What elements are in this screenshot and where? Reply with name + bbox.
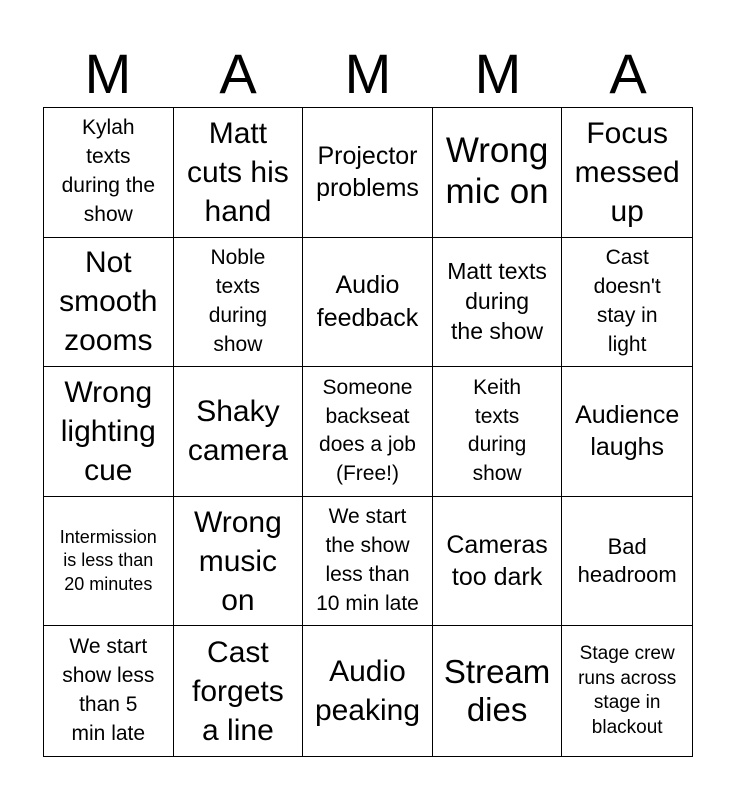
cell-label: Wrong lighting cue — [60, 375, 156, 487]
bingo-cell-r4-c3[interactable] — [303, 497, 433, 627]
cell-label: Cameras too dark — [446, 530, 548, 592]
cell-label: Matt cuts his hand — [187, 116, 289, 228]
cell-label: Cast doesn't stay in light — [593, 245, 661, 356]
bingo-cell-r1-c2[interactable] — [174, 108, 304, 238]
cell-label: Someone backseat does a job (Free!) — [319, 375, 416, 486]
bingo-cell-r1-c1[interactable] — [44, 108, 174, 238]
cell-label: Stage crew runs across stage in blackout — [578, 642, 677, 738]
cell-label: We start show less than 5 min late — [62, 635, 155, 746]
bingo-cell-r5-c3[interactable] — [303, 626, 433, 756]
bingo-cell-r5-c5[interactable] — [562, 626, 692, 756]
bingo-cell-r4-c5[interactable] — [562, 497, 692, 627]
cell-label: We start the show less than 10 min late — [316, 505, 419, 616]
cell-label: Cast forgets a line — [192, 635, 284, 747]
cell-label: Projector problems — [316, 141, 419, 203]
bingo-cell-r4-c2[interactable] — [174, 497, 304, 627]
bingo-cell-r4-c1[interactable] — [44, 497, 174, 627]
cell-label: Wrong mic on — [445, 131, 549, 212]
bingo-header — [43, 40, 693, 108]
cell-label: Intermission is less than 20 minutes — [59, 527, 157, 594]
bingo-cell-r2-c3[interactable] — [303, 238, 433, 368]
bingo-cell-r2-c2[interactable] — [174, 238, 304, 368]
header-letter-2: A — [219, 42, 257, 105]
bingo-cell-r2-c4[interactable] — [433, 238, 563, 368]
header-letter-4: M — [474, 42, 522, 105]
cell-label: Stream dies — [443, 652, 551, 729]
header-letter-1: M — [84, 42, 132, 105]
bingo-board — [43, 107, 693, 757]
cell-label: Keith texts during show — [467, 375, 527, 486]
bingo-cell-r3-c2[interactable] — [174, 367, 304, 497]
cell-label: Audio peaking — [314, 655, 421, 728]
bingo-cell-r3-c4[interactable] — [433, 367, 563, 497]
bingo-cell-r1-c5[interactable] — [562, 108, 692, 238]
bingo-cell-r1-c3[interactable] — [303, 108, 433, 238]
cell-label: Kylah texts during the show — [61, 116, 155, 227]
cell-label: Wrong music on — [193, 505, 282, 617]
bingo-cell-r5-c4[interactable] — [433, 626, 563, 756]
cell-label: Matt texts during the show — [447, 258, 547, 344]
bingo-cell-r3-c5[interactable] — [562, 367, 692, 497]
cell-label: Not smooth zooms — [59, 246, 158, 358]
cell-label: Shaky camera — [187, 395, 288, 468]
cell-label: Audio feedback — [316, 271, 419, 332]
bingo-cell-r4-c4[interactable] — [433, 497, 563, 627]
bingo-cell-r2-c5[interactable] — [562, 238, 692, 368]
cell-label: Noble texts during show — [208, 245, 268, 356]
cell-label: Audience laughs — [575, 400, 680, 462]
bingo-cell-r3-c1[interactable] — [44, 367, 174, 497]
bingo-cell-r5-c2[interactable] — [174, 626, 304, 756]
bingo-cell-r1-c4[interactable] — [433, 108, 563, 238]
bingo-cell-r5-c1[interactable] — [44, 626, 174, 756]
cell-label: Bad headroom — [577, 533, 677, 588]
header-letter-5: A — [609, 42, 647, 105]
cell-label: Focus messed up — [574, 116, 680, 228]
bingo-cell-r3-c3[interactable] — [303, 367, 433, 497]
header-letter-3: M — [344, 42, 392, 105]
bingo-cell-r2-c1[interactable] — [44, 238, 174, 368]
